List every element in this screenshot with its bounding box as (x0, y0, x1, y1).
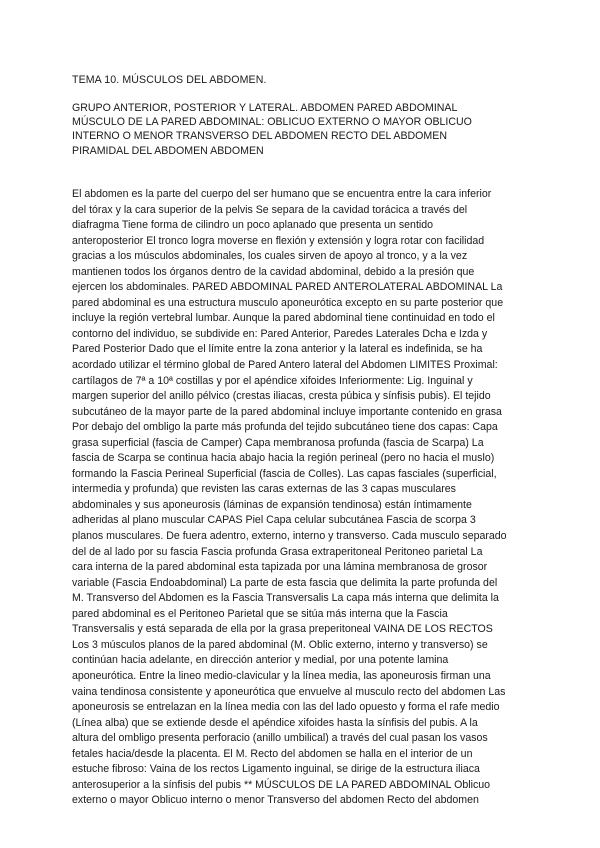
document-title: TEMA 10. MÚSCULOS DEL ABDOMEN. (72, 74, 267, 86)
document-subtitle: GRUPO ANTERIOR, POSTERIOR Y LATERAL. ABDOMEN PARED ABDOMINAL MÚSCULO DE LA PARED ABDOMINAL: OBLICUO EXTERNO O MAYOR OBLICUO INTERNO O MENOR TRANSVERSO DEL ABDOMEN RECTO DEL ABDOMEN PIRAMIDAL DEL ABDOMEN ABDOMEN (72, 102, 472, 157)
document-body: El abdomen es la parte del cuerpo del ser humano que se encuentra entre la cara inferior del tórax y la cara superior de la pelvis Se separa de la cavidad torácica a través del diafragma Tiene forma de cilindro un poco aplanado que presenta un sentido anteroposterior El tronco logra moverse en flexión y extensión y logra rotar con facilidad gracias a los músculos abdominales, los cuales sirven de apoyo al tronco, y a la vez mantienen todos los órganos dentro de la cavidad abdominal, debido a la presión que ejercen los abdominales. PARED ABDOMINAL PARED ANTEROLATERAL ABDOMINAL La pared abdominal es una estructura musculo aponeurótica excepto en su parte posterior que incluye la región vertebral lumbar. Aunque la pared abdominal tiene continuidad en todo el contorno del individuo, se subdivide en: Pared Anterior, Paredes Laterales Dcha e Izda y Pared Posterior Dado que el límite entre la zona anterior y la lateral es indefinida, se ha acordado utilizar el término global de Pared Antero lateral del Abdomen LIMITES Proximal: cartílagos de 7ª a 10ª costillas y por el apéndice xifoides Inferiormente: Lig. Inguinal y margen superior del anillo pélvico (crestas iliacas, cresta púbica y sínfisis pubis). El tejido subcutáneo de la mayor parte de la pared abdominal incluye importante contenido en grasa Por debajo del ombligo la parte más profunda del tejido subcutáneo tiene dos capas: Capa grasa superficial (fascia de Camper) Capa membranosa profunda (fascia de Scarpa) La fascia de Scarpa se continua hacia abajo hacia la región perineal (pero no hacia el muslo) formando la Fascia Perineal Superficial (fascia de Colles). Las capas fasciales (superficial, intermedia y profunda) que revisten las caras externas de las 3 capas musculares abdominales y sus aponeurosis (láminas de expansión tendinosa) están íntimamente adheridas al plano muscular CAPAS Piel Capa celular subcutánea Fascia de scorpa 3 planos musculares. De fuera adentro, externo, interno y transverso. Cada musculo separado del de al lado por su fascia Fascia profunda Grasa extraperitoneal Peritoneo parietal La cara interna de la pared abdominal esta tapizada por una lámina membranosa de grosor variable (Fascia Endoabdominal) La parte de esta fascia que delimita la parte profunda del M. Transverso del Abdomen es la Fascia Transversalis La capa más interna que delimita la pared abdominal es el Peritoneo Parietal que se sitúa más interna que la Fascia Transversalis y está separada de ella por la grasa preperitoneal VAINA DE LOS RECTOS Los 3 músculos planos de la pared abdominal (M. Oblic externo, interno y transverso) se continúan hacia adelante, en dirección anterior y medial, por una potente lamina aponeurótica. Entre la lineo medio-clavicular y la línea media, las aponeurosis firman una vaina tendinosa consistente y aponeurótica que envuelve al musculo recto del abdomen Las aponeurosis se entrelazan en la línea media con las del lado opuesto y forma el rafe medio (Línea alba) que se extiende desde el apéndice xifoides hasta la sínfisis del pubis. A la altura del ombligo presenta perforacio (anillo umbilical) a través del cual pasan los vasos fetales hacia/desde la placenta. El M. Recto del abdomen se halla en el interior de un estuche fibroso: Vaina de los rectos Ligamento inguinal, se dirige de la estructura iliaca anterosuperior a la sínfisis del pubis ** MÚSCULOS DE LA PARED ABDOMINAL Oblicuo externo o mayor Oblicuo interno o menor Transverso del abdomen Recto del abdomen (72, 188, 507, 807)
